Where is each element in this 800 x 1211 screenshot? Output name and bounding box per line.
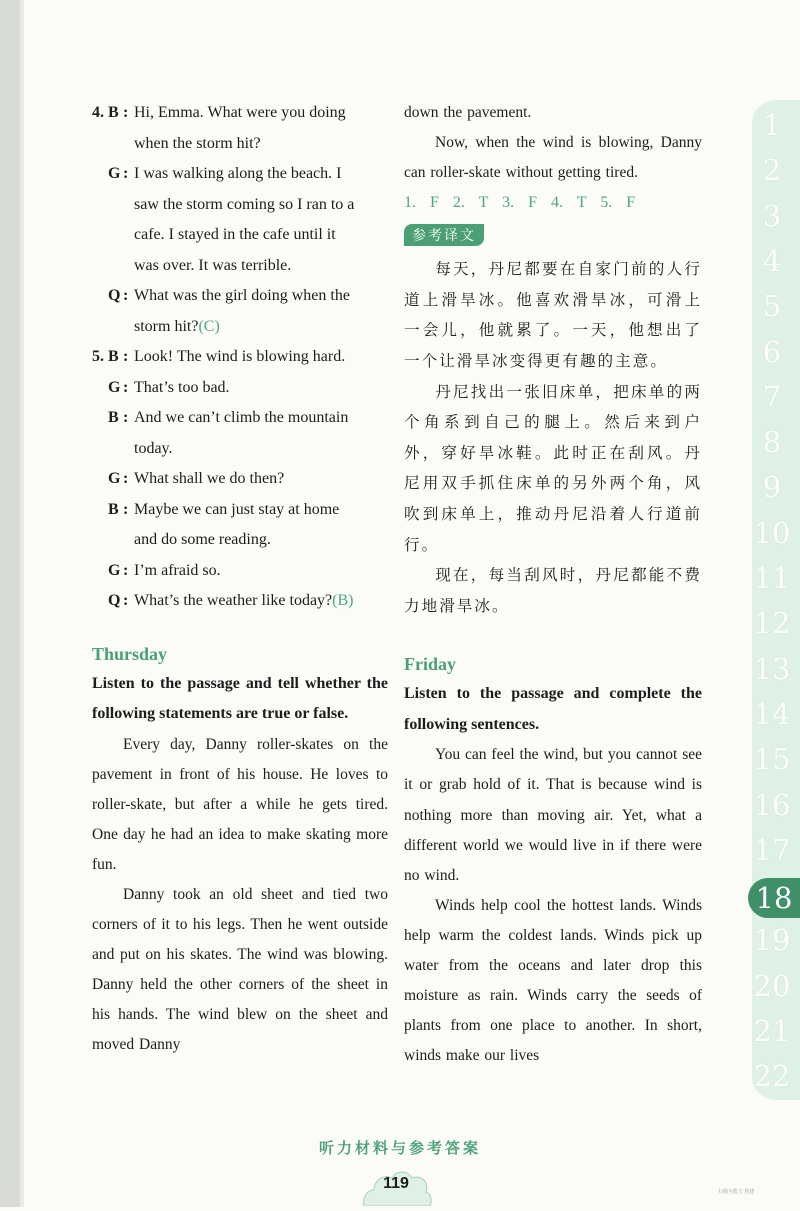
dialog-line xyxy=(92,190,388,221)
unit-tab-9[interactable]: 9 xyxy=(762,470,782,505)
dialog-line: B : Maybe we can just stay at home xyxy=(92,495,388,526)
dialog-text: saw the storm coming so I ran to a xyxy=(134,195,355,213)
dialog-line: G : I’m afraid so. xyxy=(92,556,388,587)
question-number: 4. xyxy=(92,104,104,121)
dialog-text: That’s too bad. xyxy=(134,378,230,396)
unit-tab-2[interactable]: 2 xyxy=(762,153,782,188)
friday-heading: Friday xyxy=(404,654,456,675)
unit-tab-14[interactable]: 14 xyxy=(753,696,791,731)
dialog-line: G : I was walking along the beach. I xyxy=(92,159,388,190)
thursday-continuation: down the pavement. xyxy=(404,104,532,121)
dialog-text: What shall we do then? xyxy=(134,470,285,487)
dialog-line xyxy=(92,220,388,251)
unit-tab-17[interactable]: 17 xyxy=(753,832,791,867)
unit-tab-3[interactable]: 3 xyxy=(762,198,782,233)
friday-paragraph-1: You can feel the wind, but you cannot see it or grab hold of it. That is because wind is nothing more than moving air. Yet, what a different world we would live in if there were no wind. xyxy=(404,746,702,884)
thursday-answers: 1. F 2. T 3. F 4. T 5. F xyxy=(404,194,636,212)
dialog-4 xyxy=(92,98,388,342)
right-column xyxy=(404,98,702,1071)
unit-tab-13[interactable]: 13 xyxy=(753,651,791,686)
unit-tab-21[interactable]: 21 xyxy=(753,1014,791,1048)
page-number: 119 xyxy=(383,1175,409,1192)
unit-tab-4[interactable]: 4 xyxy=(762,243,782,278)
unit-tabs xyxy=(752,100,800,1100)
speaker-label: B xyxy=(108,409,119,426)
dialog-text: I was walking along the beach. I xyxy=(134,165,342,182)
unit-tab-15[interactable]: 15 xyxy=(753,742,791,777)
unit-tab-18[interactable]: 18 xyxy=(748,878,800,918)
speaker-label: B xyxy=(108,104,119,121)
unit-tab-10[interactable]: 10 xyxy=(753,515,791,550)
translation-paragraph-2: 丹尼找出一张旧床单，把床单的两个角系到自己的腿上。然后来到户外，穿好旱冰鞋。此时正在刮风。丹尼用双手抓住床单的另外两个角，风吹到床单上，推动丹尼沿着人行道前行。 xyxy=(404,382,702,554)
unit-tab-1[interactable]: 1 xyxy=(762,108,782,142)
unit-tab-6[interactable]: 6 xyxy=(762,334,782,369)
thursday-instruction: Listen to the passage and tell whether the following statements are true or false. xyxy=(92,674,388,722)
book-spine-shadow xyxy=(0,0,20,1207)
speaker-label: G xyxy=(108,470,121,487)
unit-tab-19[interactable]: 19 xyxy=(753,923,791,958)
dialog-text: Look! The wind is blowing hard. xyxy=(134,348,346,365)
unit-tab-12[interactable]: 12 xyxy=(753,606,791,641)
dialog-text: was over. It was terrible. xyxy=(134,256,292,274)
speaker-label: Q xyxy=(108,592,121,609)
speaker-label: G xyxy=(108,561,121,579)
dialog-text: Hi, Emma. What were you doing xyxy=(134,104,346,121)
scanner-credit: 扫描全能王 创建 xyxy=(718,1189,755,1195)
thursday-paragraph-3: Now, when the wind is blowing, Danny can roller-skate without getting tired. xyxy=(404,134,702,182)
question-number: 5. xyxy=(92,348,104,365)
speaker-label: B xyxy=(108,348,119,365)
dialog-text: I’m afraid so. xyxy=(134,561,221,579)
answer-choice: (C) xyxy=(198,317,220,335)
speaker-label: Q xyxy=(108,287,121,304)
unit-tab-11[interactable]: 11 xyxy=(753,561,791,595)
translation-tag: 参考译文 xyxy=(404,224,484,246)
speaker-label: G xyxy=(108,378,121,396)
dialog-line xyxy=(92,525,388,556)
dialog-5 xyxy=(92,342,388,617)
dialog-line xyxy=(92,129,388,160)
translation-paragraph-3: 现在，每当刮风时，丹尼都能不费力地滑旱冰。 xyxy=(404,566,702,615)
dialog-text: cafe. I stayed in the cafe until it xyxy=(134,226,336,243)
thursday-paragraph-2: Danny took an old sheet and tied two corners of it to his legs. Then he went outside and put on his skates. The wind was blowing. Danny held the other corners of the sheet in his hands. The wind blew on the sheet and moved Danny xyxy=(92,885,388,1054)
friday-instruction: Listen to the passage and complete the following sentences. xyxy=(404,685,702,733)
unit-tab-22[interactable]: 22 xyxy=(753,1059,791,1094)
dialog-line xyxy=(92,251,388,282)
dialog-text: Maybe we can just stay at home xyxy=(134,500,340,518)
page-number-badge xyxy=(360,1166,432,1206)
unit-tab-5[interactable]: 5 xyxy=(762,289,782,324)
dialog-text: What’s the weather like today? xyxy=(134,592,333,609)
dialog-line: G : What shall we do then? xyxy=(92,464,388,495)
dialog-text: when the storm hit? xyxy=(134,134,261,152)
speaker-label: G xyxy=(108,165,121,182)
dialog-text: and do some reading. xyxy=(134,531,271,548)
unit-tab-16[interactable]: 16 xyxy=(753,787,791,822)
dialog-line-answer: Q : What’s the weather like today?(B) xyxy=(92,586,388,617)
speaker-label: B xyxy=(108,500,119,518)
unit-tab-20[interactable]: 20 xyxy=(753,968,791,1003)
answer-choice: (B) xyxy=(332,592,354,609)
unit-tab-7[interactable]: 7 xyxy=(762,379,782,414)
unit-tab-8[interactable]: 8 xyxy=(762,425,782,460)
friday-paragraph-2: Winds help cool the hottest lands. Winds help warm the coldest lands. Winds pick up water from the oceans and later drop this moisture as rain. Winds carry the seeds of plants from one place to another. In short, winds make our lives xyxy=(404,896,702,1065)
dialog-text: And we can’t climb the mountain xyxy=(134,409,349,426)
dialog-line: 5. B : Look! The wind is blowing hard. xyxy=(92,342,388,373)
book-spine-edge xyxy=(20,0,24,1207)
dialog-text: What was the girl doing when the xyxy=(134,287,350,304)
thursday-paragraph-1: Every day, Danny roller-skates on the pavement in front of his house. He loves to roller-skate, but after a while he gets tired. One day he had an idea to make skating more fun. xyxy=(92,735,388,873)
dialog-line-answer xyxy=(92,312,388,343)
translation-paragraph-1: 每天，丹尼都要在自家门前的人行道上滑旱冰。他喜欢滑旱冰，可滑上一会儿，他就累了。一天，他想出了一个让滑旱冰变得更有趣的主意。 xyxy=(404,260,702,370)
dialog-line: B : And we can’t climb the mountain xyxy=(92,403,388,434)
footer-title: 听力材料与参考答案 xyxy=(318,1139,481,1157)
thursday-heading: Thursday xyxy=(92,643,168,664)
dialog-line xyxy=(92,434,388,465)
dialog-text: storm hit? xyxy=(134,317,199,335)
dialog-line: Q : What was the girl doing when the xyxy=(92,281,388,312)
dialog-line: G : That’s too bad. xyxy=(92,373,388,404)
left-column xyxy=(92,98,388,1061)
dialog-text: today. xyxy=(134,439,173,457)
dialog-line: 4. B : Hi, Emma. What were you doing xyxy=(92,98,388,129)
